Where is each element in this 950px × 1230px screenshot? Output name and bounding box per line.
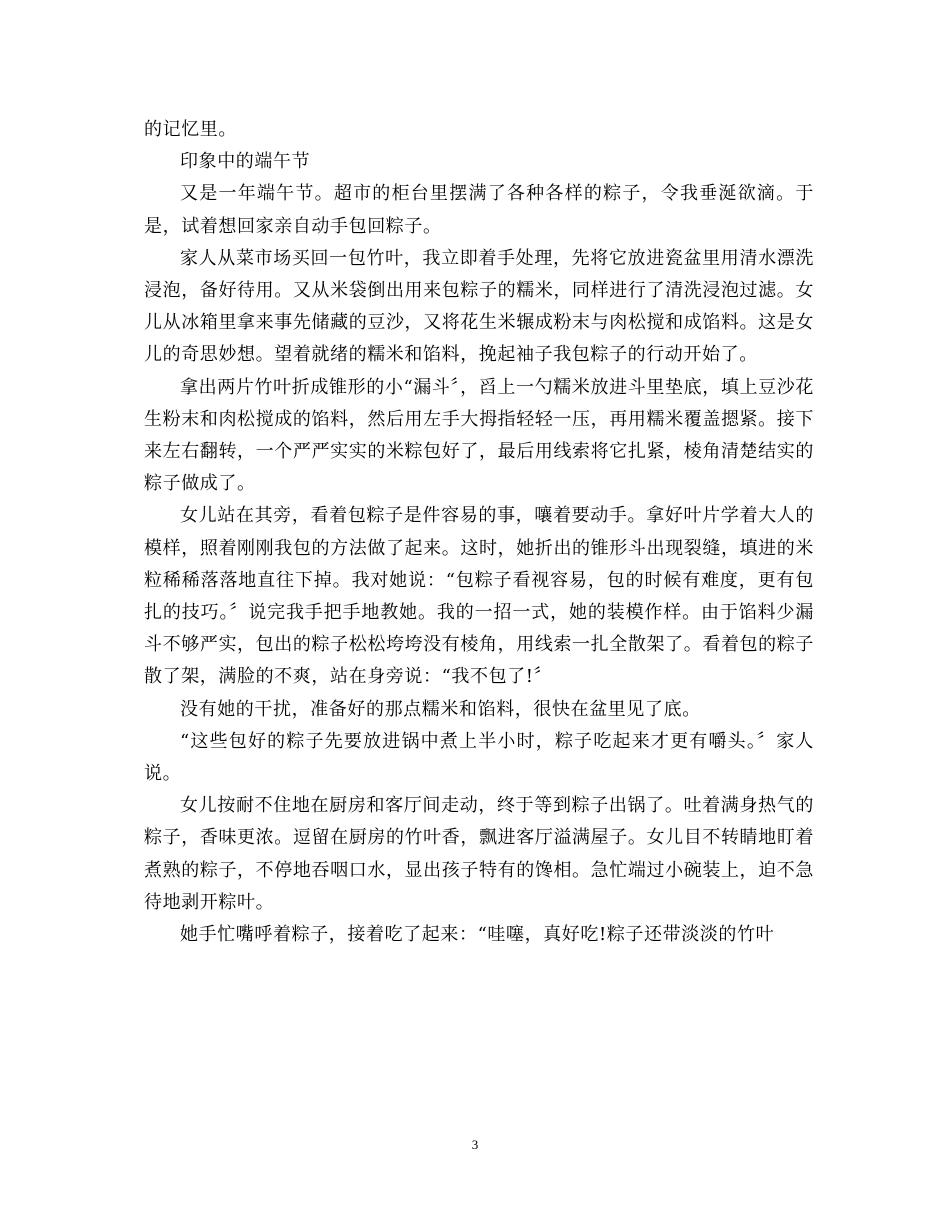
paragraph-3: 又是一年端午节。超市的柜台里摆满了各种各样的粽子，令我垂涎欲滴。于是，试着想回家亲自动手包回粽子。 bbox=[144, 183, 814, 237]
paragraph-5: 拿出两片竹叶折成锥形的小“漏斗〞，舀上一勺糯米放进斗里垫底，填上豆沙花生粉末和肉松搅成的馅料，然后用左手大拇指轻轻一压，再用糯米覆盖摁紧。接下来左右翻转，一个严严实实的米粽包好了，最后用线索将它扎紧，棱角清楚结实的粽子做成了。 bbox=[144, 376, 814, 495]
paragraph-1: 的记忆里。 bbox=[144, 119, 237, 140]
paragraph-7: 没有她的干扰，准备好的那点糯米和馅料，很快在盆里见了底。 bbox=[180, 698, 701, 720]
document-body bbox=[144, 114, 814, 951]
paragraph-4: 家人从菜市场买回一包竹叶，我立即着手处理，先将它放进瓷盆里用清水漂洗浸泡，备好待用。又从米袋倒出用来包粽子的糯米，同样进行了清洗浸泡过滤。女儿从冰箱里拿来事先储藏的豆沙，又将花生米辗成粉末与肉松搅和成馅料。这是女儿的奇思妙想。望着就绪的糯米和馅料，挽起袖子我包粽子的行动开始了。 bbox=[144, 247, 814, 366]
page-number: 3 bbox=[471, 1137, 479, 1152]
paragraph-10: 她手忙嘴呼着粽子，接着吃了起来：“哇噻，真好吃!粽子还带淡淡的竹叶 bbox=[180, 924, 775, 946]
paragraph-8: “这些包好的粽子先要放进锅中煮上半小时，粽子吃起来才更有嚼头。〞家人说。 bbox=[144, 730, 814, 785]
section-heading: 印象中的端午节 bbox=[180, 151, 311, 173]
paragraph-6: 女儿站在其旁，看着包粽子是件容易的事，嚷着要动手。拿好叶片学着大人的模样，照着刚刚我包的方法做了起来。这时，她折出的锥形斗出现裂缝，填进的米粒稀稀落落地直往下掉。我对她说：“包粽子看视容易，包的时候有难度，更有包扎的技巧。〞说完我手把手地教她。我的一招一式，她的装模作样。由于馅料少漏斗不够严实，包出的粽子松松垮垮没有棱角，用线索一扎全散架了。看着包的粽子散了架，满脸的不爽，站在身旁说：“我不包了!〞 bbox=[144, 505, 814, 688]
paragraph-9: 女儿按耐不住地在厨房和客厅间走动，终于等到粽子出锅了。吐着满身热气的粽子，香味更浓。逗留在厨房的竹叶香，飘进客厅溢满屋子。女儿目不转睛地盯着煮熟的粽子，不停地吞咽口水，显出孩子特有的馋相。急忙端过小碗装上，迫不急待地剥开粽叶。 bbox=[144, 795, 814, 913]
